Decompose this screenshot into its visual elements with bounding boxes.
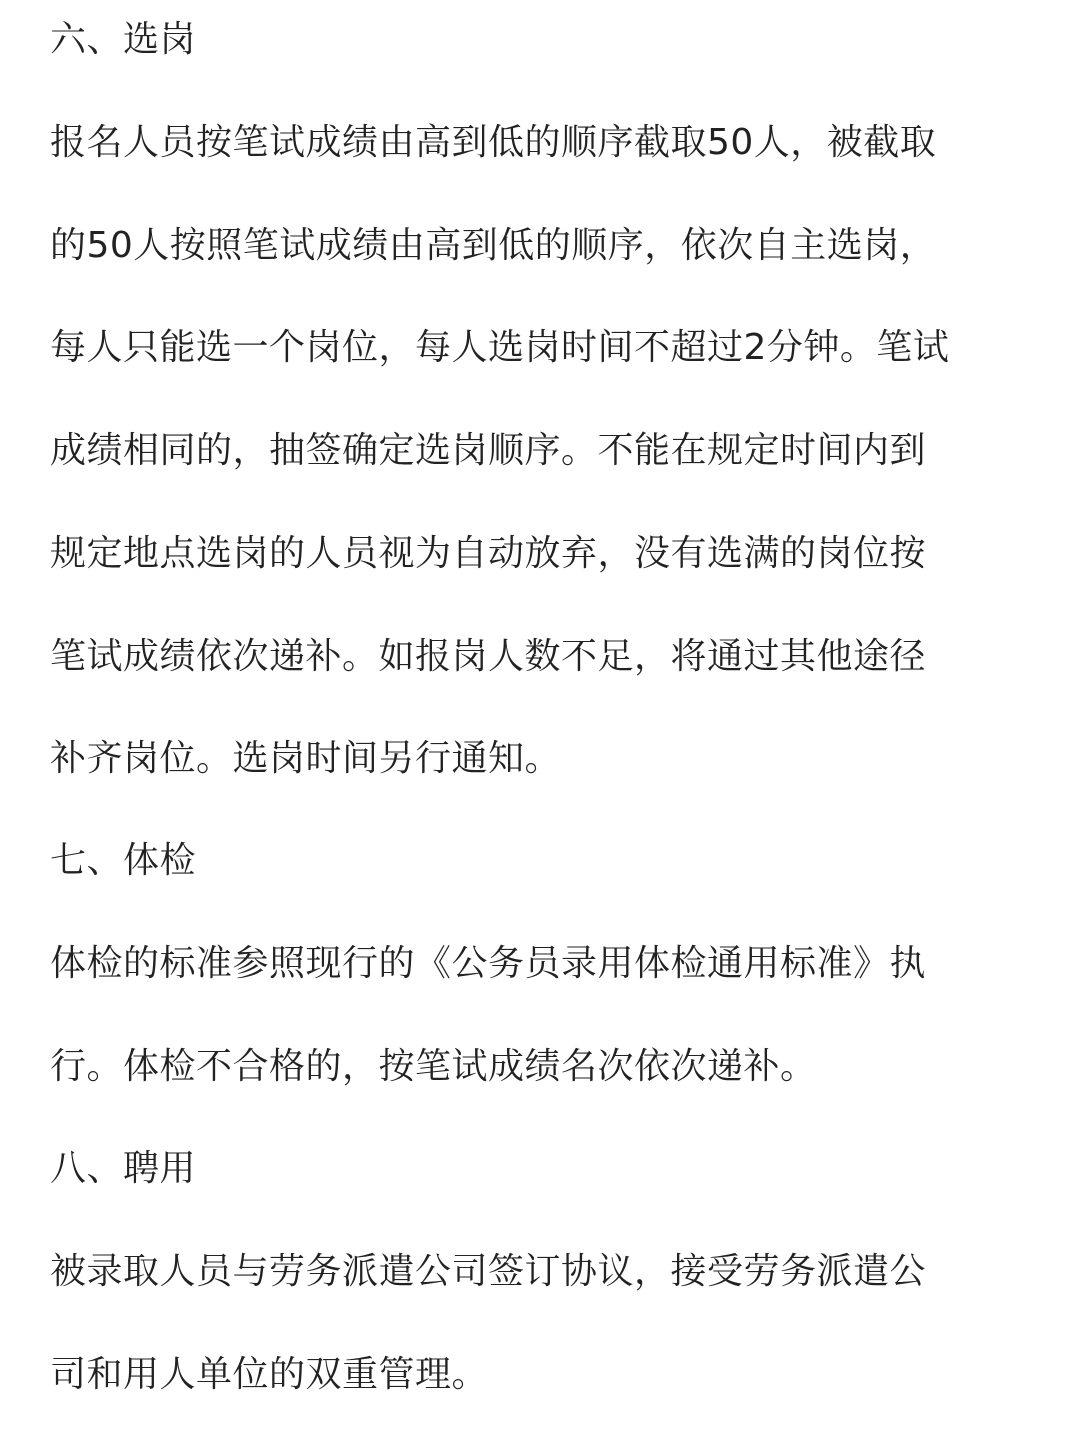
paragraph-line: 行。体检不合格的，按笔试成绩名次依次递补。 bbox=[50, 1046, 817, 1087]
paragraph-line: 规定地点选岗的人员视为自动放弃，没有选满的岗位按 bbox=[50, 533, 927, 574]
paragraph-line: 笔试成绩依次递补。如报岗人数不足，将通过其他途径 bbox=[50, 636, 927, 677]
paragraph-line: 报名人员按笔试成绩由高到低的顺序截取50人，被截取 bbox=[50, 122, 937, 163]
section-heading-7: 七、体检 bbox=[50, 840, 197, 881]
section-heading-8: 八、聘用 bbox=[50, 1148, 197, 1189]
paragraph-line: 司和用人单位的双重管理。 bbox=[50, 1354, 489, 1395]
paragraph-line: 被录取人员与劳务派遣公司签订协议，接受劳务派遣公 bbox=[50, 1251, 927, 1292]
section-heading-6: 六、选岗 bbox=[50, 19, 197, 60]
paragraph-line: 成绩相同的，抽签确定选岗顺序。不能在规定时间内到 bbox=[50, 430, 927, 471]
paragraph-line: 补齐岗位。选岗时间另行通知。 bbox=[50, 738, 562, 779]
paragraph-line: 的50人按照笔试成绩由高到低的顺序，依次自主选岗， bbox=[50, 225, 937, 266]
paragraph-line: 体检的标准参照现行的《公务员录用体检通用标准》执 bbox=[50, 943, 927, 984]
paragraph-line: 每人只能选一个岗位，每人选岗时间不超过2分钟。笔试 bbox=[50, 327, 950, 368]
